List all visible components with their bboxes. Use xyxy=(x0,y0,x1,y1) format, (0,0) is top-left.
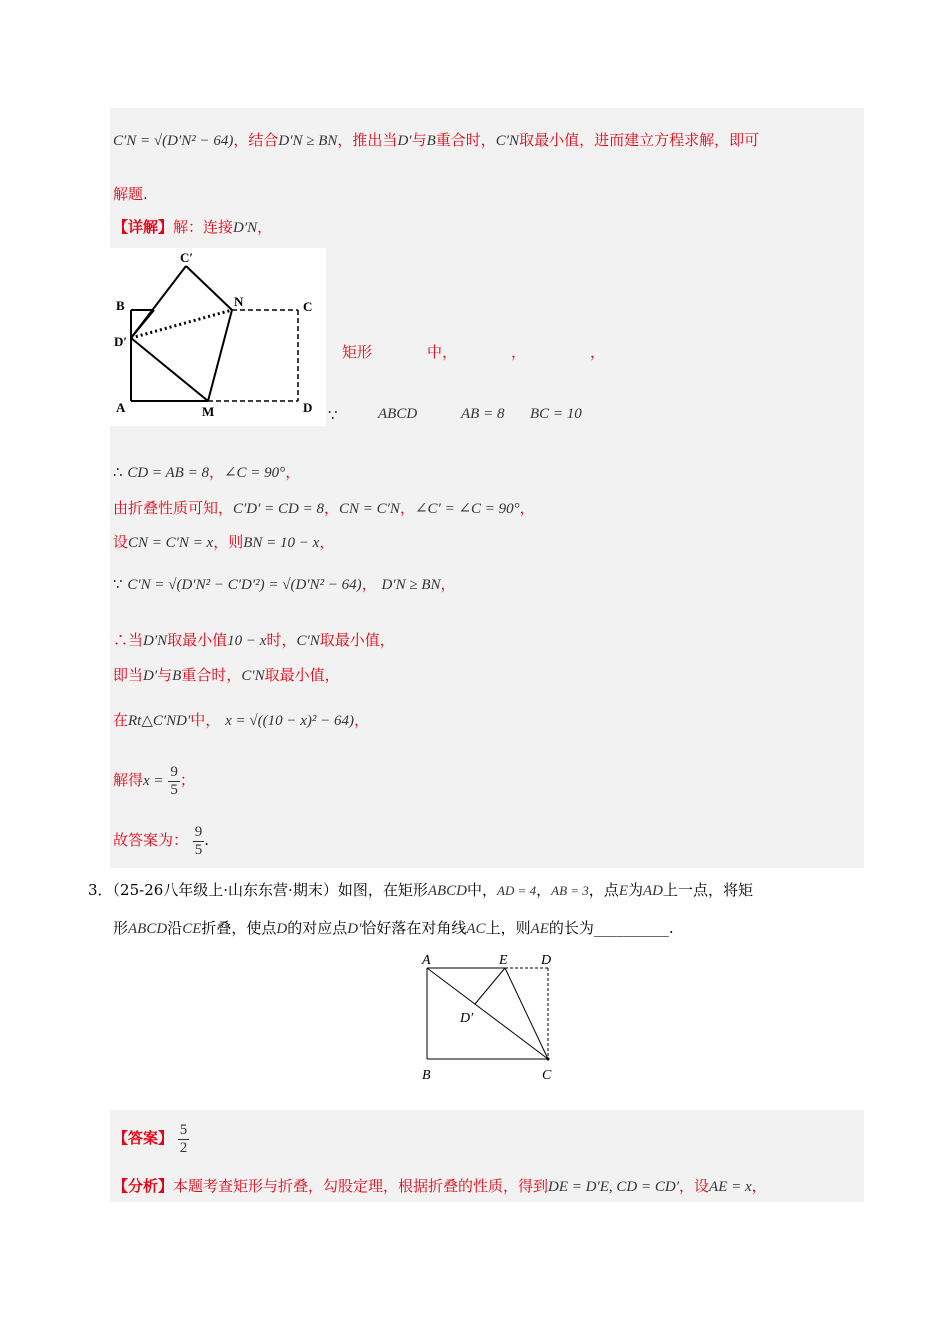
fold-figure-2 xyxy=(415,948,565,1084)
step-3: 设CN = C′N = x，则BN = 10 − x， xyxy=(113,533,335,551)
fraction-9-5-a: $\frac{9}{5}$ xyxy=(170,763,178,798)
analysis-line-2: 解题. xyxy=(113,185,148,203)
answer-blank[interactable]: __________ xyxy=(593,919,669,937)
label-d-prime: D′ xyxy=(460,1011,474,1026)
step-4: ∵ C′N = √(D′N² − C′D′²) = √(D′N² − 64)， D′N ≥ BN， xyxy=(113,575,456,593)
detail-line: 【详解】解：连接D′N， xyxy=(113,218,273,236)
fraction-9-5-b: $\frac{9}{5}$ xyxy=(194,823,203,858)
given-in: 中， xyxy=(427,343,458,361)
given-bc: BC = 10 xyxy=(530,406,582,422)
step-2: 由折叠性质可知，C′D′ = CD = 8，CN = C′N，∠C′ = ∠C = 90°， xyxy=(113,499,535,517)
figure-1-background xyxy=(110,248,326,426)
label-b: B xyxy=(422,1068,431,1083)
fold-figure-1 xyxy=(110,248,326,426)
answer-line: 【答案】 $\frac{5}{2}$ xyxy=(113,1121,188,1156)
label-c: C xyxy=(303,299,313,314)
step-9: 故答案为： $\frac{9}{5}$ . xyxy=(113,823,210,858)
given-abcd: ABCD xyxy=(378,406,418,422)
given-comma-1: ， xyxy=(511,343,527,361)
label-c: C xyxy=(542,1068,552,1083)
label-b: B xyxy=(116,298,125,313)
diagonal-ac xyxy=(427,968,548,1059)
fraction-5-2: $\frac{5}{2}$ xyxy=(179,1121,188,1156)
question-3-line-1: 3．（25-26八年级上·山东东营·期末）如图，在矩形ABCD中，AD = 4，AB = 3，点E为AD上一点，将矩 xyxy=(88,881,754,899)
step-7: 在Rt△C′ND′中， x = √((10 − x)² − 64)， xyxy=(113,711,370,729)
label-d-prime: D′ xyxy=(114,334,128,349)
fold-line-ce xyxy=(505,968,548,1059)
analysis-line: 【分析】本题考查矩形与折叠，勾股定理，根据折叠的性质，得到DE = D′E, CD = CD′，设AE = x， xyxy=(113,1177,767,1195)
segment-e-d-prime xyxy=(475,968,505,1004)
step-6: 即当D′与B重合时，C′N取最小值， xyxy=(113,666,340,684)
label-n: N xyxy=(234,294,244,309)
label-m: M xyxy=(202,404,215,419)
given-comma-2: ， xyxy=(590,343,606,361)
label-a: A xyxy=(116,400,126,415)
given-ab: AB = 8 xyxy=(461,406,505,422)
label-c-prime: C′ xyxy=(180,250,194,265)
given-rect: 矩形 xyxy=(342,343,373,361)
label-e: E xyxy=(499,953,508,968)
label-d: D xyxy=(541,953,552,968)
label-a: A xyxy=(422,953,431,968)
analysis-line-1: C′N = √(D′N² − 64)，结合D′N ≥ BN，推出当D′与B重合时，C′N取最小值，进而建立方程求解，即可 xyxy=(113,131,760,149)
step-1: ∴ CD = AB = 8，∠C = 90°， xyxy=(113,463,301,481)
step-5: ∴当D′N取最小值10 − x时，C′N取最小值， xyxy=(113,631,395,649)
question-3-line-2: 形ABCD沿CE折叠，使点D的对应点D′恰好落在对角线AC上，则AE的长为__________. xyxy=(113,919,674,937)
given-because: ∵ xyxy=(328,408,338,424)
label-d: D xyxy=(303,400,313,415)
step-8: 解得x = $\frac{9}{5}$ ； xyxy=(113,763,195,798)
point-c xyxy=(547,1058,550,1061)
